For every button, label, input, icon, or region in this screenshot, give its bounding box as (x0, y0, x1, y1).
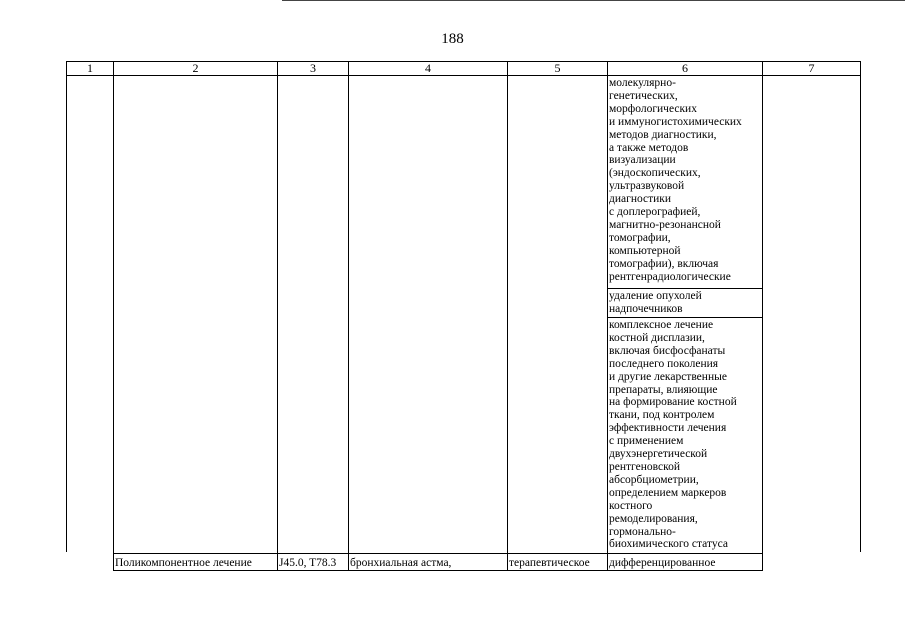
bottom-row-col3: J45.0, T78.3 (279, 557, 337, 569)
header-row-border (66, 75, 861, 76)
column-number: 3 (310, 61, 316, 75)
bottom-row-bottom-border (113, 570, 763, 571)
col6-separator-1 (607, 288, 762, 289)
column-number: 4 (425, 61, 431, 75)
bottom-row-top-border (113, 553, 763, 554)
col-border-3-4 (348, 61, 349, 571)
bottom-row-col2: Поликомпонентное лечение (115, 557, 252, 569)
bottom-row-col6: дифференцированное (609, 557, 716, 569)
col-border-5-6 (607, 61, 608, 571)
page-number: 188 (441, 31, 464, 47)
col-border-right (860, 61, 861, 552)
column-number: 5 (554, 61, 561, 75)
bottom-row-col4: бронхиальная астма, (350, 557, 452, 569)
col6-bone-dysplasia-text: комплексное лечение костной дисплазии, включая бисфосфанаты последнего поколения и другие лекарственные препараты, влияющие на формирование костной ткани, под контролем эффективности лечения с применением двухэнергетической рентгеновской абсорбциометрии, определением маркеров костного ремоделирования, гормонально- биохимического статуса (609, 319, 737, 551)
col-border-1-2 (113, 61, 114, 571)
column-number: 2 (192, 61, 199, 75)
col-border-4-5 (507, 61, 508, 571)
col6-separator-2 (607, 317, 762, 318)
page-top-rule (282, 0, 905, 1)
column-number: 6 (682, 61, 688, 75)
col-border-left (66, 61, 67, 552)
col6-adrenal-surgery-text: удаление опухолей надпочечников (609, 290, 702, 315)
column-number: 1 (87, 61, 93, 75)
bottom-row-col5: терапевтическое (509, 557, 590, 569)
column-number: 7 (808, 61, 815, 75)
col-border-2-3 (277, 61, 278, 571)
col6-diagnostics-text: молекулярно- генетических, морфологических и иммуногистохимических методов диагностики, а также методов визуализации (эндоскопических, ультразвуковой диагностики с доплерографией, магнитно-резонансной томографии, компьютерной томографии), включая рентгенрадиологические (609, 77, 742, 283)
